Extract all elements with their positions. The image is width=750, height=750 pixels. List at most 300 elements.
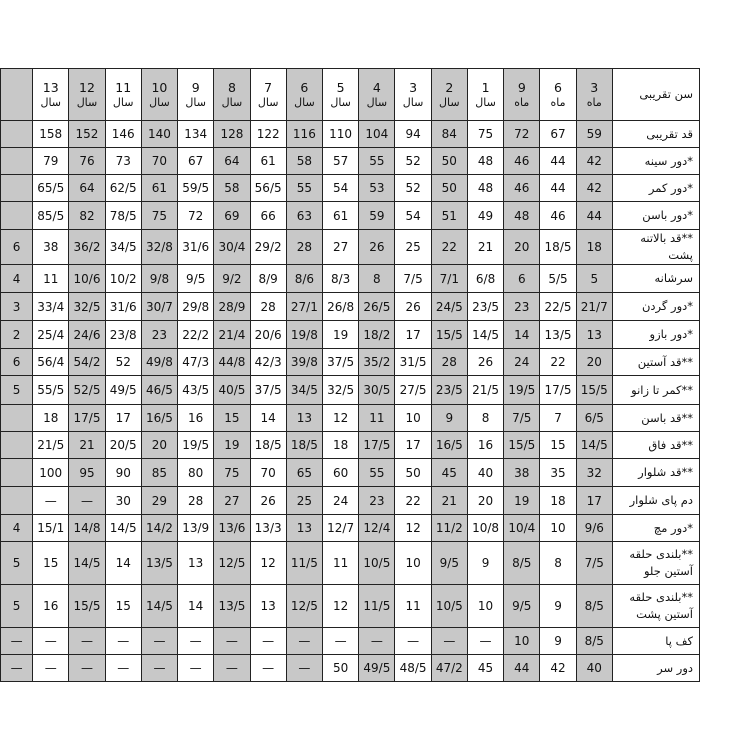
measurement-value: 23/8 bbox=[105, 321, 141, 349]
measurement-value bbox=[1, 175, 33, 202]
age-header-cell bbox=[33, 69, 69, 121]
measurement-value: 31/6 bbox=[105, 293, 141, 321]
measurement-value: 16/5 bbox=[141, 405, 177, 432]
measurement-value bbox=[1, 121, 33, 148]
measurement-value: 24/5 bbox=[431, 293, 467, 321]
measurement-value: 9 bbox=[431, 405, 467, 432]
measurement-value: 67 bbox=[540, 121, 576, 148]
measurement-value: 16/5 bbox=[431, 432, 467, 459]
measurement-value: 26/8 bbox=[323, 293, 359, 321]
measurement-value: 38 bbox=[504, 459, 540, 487]
measurement-value: 116 bbox=[286, 121, 322, 148]
measurement-value: 32/5 bbox=[323, 376, 359, 405]
age-unit: سال bbox=[185, 95, 206, 109]
measurement-value: 32/8 bbox=[141, 230, 177, 265]
measurement-value: 59/5 bbox=[178, 175, 214, 202]
measurement-value: 64 bbox=[214, 148, 250, 175]
measurement-value: 15/5 bbox=[431, 321, 467, 349]
measurement-value bbox=[1, 432, 33, 459]
measurement-value: 72 bbox=[178, 202, 214, 230]
measurement-value: 17 bbox=[105, 405, 141, 432]
measurement-value: 18 bbox=[323, 432, 359, 459]
measurement-value: 12 bbox=[250, 542, 286, 585]
measurement-label: *دور سینه bbox=[612, 148, 699, 175]
age-header-cell bbox=[540, 69, 576, 121]
measurement-value: 19/8 bbox=[286, 321, 322, 349]
age-unit: سال bbox=[40, 95, 62, 109]
measurement-label: **قد باسن bbox=[612, 405, 699, 432]
measurement-value: — bbox=[33, 628, 69, 655]
measurement-value: 47/2 bbox=[431, 655, 467, 682]
measurement-value: 9/2 bbox=[214, 265, 250, 293]
measurement-value: — bbox=[431, 628, 467, 655]
measurement-value: 56/4 bbox=[33, 349, 69, 376]
measurement-value: 13 bbox=[576, 321, 612, 349]
measurement-value: 8/3 bbox=[323, 265, 359, 293]
measurement-value: 26/5 bbox=[359, 293, 395, 321]
age-unit: سال bbox=[439, 95, 460, 109]
measurement-value: 44/8 bbox=[214, 349, 250, 376]
measurement-value: 52/5 bbox=[69, 376, 105, 405]
measurement-value: 32 bbox=[576, 459, 612, 487]
measurement-value: 6/8 bbox=[467, 265, 503, 293]
measurement-value: 21/7 bbox=[576, 293, 612, 321]
measurement-value: 30/4 bbox=[214, 230, 250, 265]
measurement-value: — bbox=[178, 628, 214, 655]
age-unit: ماه bbox=[514, 95, 530, 109]
measurement-value: 20 bbox=[467, 487, 503, 515]
age-header-cell bbox=[504, 69, 540, 121]
measurement-value: 6 bbox=[1, 349, 33, 376]
measurement-label: **قد شلوار bbox=[612, 459, 699, 487]
measurement-value: 28 bbox=[431, 349, 467, 376]
age-header-cell bbox=[286, 69, 322, 121]
measurement-row bbox=[1, 175, 700, 202]
measurement-value: 27/5 bbox=[395, 376, 431, 405]
measurement-value bbox=[1, 459, 33, 487]
measurement-value: 28 bbox=[286, 230, 322, 265]
measurement-value: 15/5 bbox=[504, 432, 540, 459]
measurement-value: 13/5 bbox=[141, 542, 177, 585]
measurement-row bbox=[1, 515, 700, 542]
measurement-value: 59 bbox=[576, 121, 612, 148]
measurement-value: — bbox=[214, 628, 250, 655]
measurement-value: 85 bbox=[141, 459, 177, 487]
measurement-value: 39/8 bbox=[286, 349, 322, 376]
measurement-value: 62/5 bbox=[105, 175, 141, 202]
measurement-value: 7/5 bbox=[395, 265, 431, 293]
measurement-value: — bbox=[1, 655, 33, 682]
measurement-value: 13 bbox=[178, 542, 214, 585]
measurement-value: 33/4 bbox=[33, 293, 69, 321]
measurement-value: 27/1 bbox=[286, 293, 322, 321]
measurement-value: 17 bbox=[395, 432, 431, 459]
measurement-value: 45 bbox=[467, 655, 503, 682]
measurement-value: 55 bbox=[359, 148, 395, 175]
measurement-value: 17 bbox=[395, 321, 431, 349]
measurement-value: 50 bbox=[431, 175, 467, 202]
measurement-value: 18/5 bbox=[250, 432, 286, 459]
age-header-cell bbox=[395, 69, 431, 121]
measurement-value: 21 bbox=[467, 230, 503, 265]
header-row bbox=[1, 69, 700, 121]
measurement-value: 15 bbox=[33, 542, 69, 585]
age-header-cell bbox=[69, 69, 105, 121]
age-number: 2 bbox=[445, 79, 454, 95]
age-unit: سال bbox=[366, 95, 388, 109]
age-number: 9 bbox=[191, 79, 200, 95]
measurement-value: 38 bbox=[33, 230, 69, 265]
measurement-value: 11 bbox=[33, 265, 69, 293]
measurement-value: 9 bbox=[467, 542, 503, 585]
measurement-value: 10/5 bbox=[359, 542, 395, 585]
measurement-value: 28 bbox=[250, 293, 286, 321]
measurement-value: 18/5 bbox=[286, 432, 322, 459]
measurement-value: 11/2 bbox=[431, 515, 467, 542]
measurement-value: 64 bbox=[69, 175, 105, 202]
measurement-value: 51 bbox=[431, 202, 467, 230]
measurement-value: 16 bbox=[33, 585, 69, 628]
measurement-value: 23/5 bbox=[467, 293, 503, 321]
measurement-value: 12 bbox=[395, 515, 431, 542]
age-number: 3 bbox=[590, 79, 599, 95]
measurement-value: 9/5 bbox=[431, 542, 467, 585]
measurement-value: 15/1 bbox=[33, 515, 69, 542]
measurement-value: 55/5 bbox=[33, 376, 69, 405]
measurement-value: 46 bbox=[540, 202, 576, 230]
measurement-value: 37/5 bbox=[250, 376, 286, 405]
measurement-row bbox=[1, 349, 700, 376]
measurement-value: 61 bbox=[141, 175, 177, 202]
age-header-cell bbox=[1, 69, 33, 121]
age-header-cell bbox=[467, 69, 503, 121]
age-number: 13 bbox=[42, 79, 59, 95]
measurement-value: 4 bbox=[1, 265, 33, 293]
age-number: 7 bbox=[264, 79, 273, 95]
measurement-value: 14/5 bbox=[69, 542, 105, 585]
measurement-row bbox=[1, 121, 700, 148]
measurement-label: **قد آستین bbox=[612, 349, 699, 376]
measurement-value: 15/5 bbox=[576, 376, 612, 405]
measurement-value: 26 bbox=[395, 293, 431, 321]
measurement-value: 30/5 bbox=[359, 376, 395, 405]
measurement-value: 46/5 bbox=[141, 376, 177, 405]
measurement-value: 65/5 bbox=[33, 175, 69, 202]
measurement-value: 8/5 bbox=[576, 585, 612, 628]
age-number: 12 bbox=[79, 79, 95, 95]
measurement-value: 35 bbox=[540, 459, 576, 487]
measurement-value: — bbox=[105, 628, 141, 655]
measurement-value: 52 bbox=[105, 349, 141, 376]
measurement-value: 29/8 bbox=[178, 293, 214, 321]
measurement-value: 47/3 bbox=[178, 349, 214, 376]
measurement-value: 24 bbox=[504, 349, 540, 376]
measurement-value: 7 bbox=[540, 405, 576, 432]
measurement-value: 128 bbox=[214, 121, 250, 148]
measurement-value: 158 bbox=[33, 121, 69, 148]
measurement-value bbox=[1, 202, 33, 230]
measurement-value: — bbox=[323, 628, 359, 655]
age-number: 3 bbox=[409, 79, 418, 95]
measurement-value: 10 bbox=[540, 515, 576, 542]
measurement-value: 18 bbox=[540, 487, 576, 515]
measurement-value: 75 bbox=[141, 202, 177, 230]
measurement-value: 12/7 bbox=[323, 515, 359, 542]
measurement-value: 30/7 bbox=[141, 293, 177, 321]
measurement-value: 26 bbox=[359, 230, 395, 265]
measurement-value: 8/9 bbox=[250, 265, 286, 293]
measurement-value: 14 bbox=[250, 405, 286, 432]
age-number: 11 bbox=[115, 79, 132, 95]
measurement-value: 65 bbox=[286, 459, 322, 487]
measurement-value: 14 bbox=[105, 542, 141, 585]
measurement-value: 23 bbox=[359, 487, 395, 515]
measurement-row bbox=[1, 202, 700, 230]
measurement-value: 36/2 bbox=[69, 230, 105, 265]
measurement-value: 20 bbox=[141, 432, 177, 459]
measurement-value: 46 bbox=[504, 148, 540, 175]
age-number: 8 bbox=[227, 79, 236, 95]
measurement-value: 8 bbox=[467, 405, 503, 432]
measurement-value: 7/5 bbox=[504, 405, 540, 432]
measurement-label: دور سر bbox=[612, 655, 699, 682]
measurement-value: 14/2 bbox=[141, 515, 177, 542]
measurement-value: 16 bbox=[178, 405, 214, 432]
measurement-value: 45 bbox=[431, 459, 467, 487]
size-chart-table bbox=[0, 68, 700, 682]
measurement-value: 21/5 bbox=[33, 432, 69, 459]
measurement-value: — bbox=[467, 628, 503, 655]
age-number: 1 bbox=[481, 79, 490, 95]
measurement-value: 58 bbox=[286, 148, 322, 175]
measurement-value: 11 bbox=[395, 585, 431, 628]
measurement-value: 29 bbox=[141, 487, 177, 515]
measurement-label: *دور گردن bbox=[612, 293, 699, 321]
measurement-value: 72 bbox=[504, 121, 540, 148]
measurement-value: 18/2 bbox=[359, 321, 395, 349]
measurement-value: — bbox=[69, 628, 105, 655]
measurement-value: — bbox=[69, 487, 105, 515]
age-unit: سال bbox=[257, 95, 279, 109]
measurement-value: 18/5 bbox=[540, 230, 576, 265]
measurement-value: 100 bbox=[33, 459, 69, 487]
measurement-value: 60 bbox=[323, 459, 359, 487]
measurement-value: 50 bbox=[395, 459, 431, 487]
measurement-label: کف پا bbox=[612, 628, 699, 655]
measurement-value: 146 bbox=[105, 121, 141, 148]
measurement-value: 22/2 bbox=[178, 321, 214, 349]
measurement-value: 12 bbox=[323, 585, 359, 628]
measurement-value: 2 bbox=[1, 321, 33, 349]
measurement-value: 12/4 bbox=[359, 515, 395, 542]
measurement-value: 24 bbox=[323, 487, 359, 515]
age-unit: سال bbox=[294, 95, 315, 109]
measurement-value: — bbox=[33, 487, 69, 515]
measurement-value: 14/5 bbox=[141, 585, 177, 628]
measurement-value: 19 bbox=[504, 487, 540, 515]
measurement-value: 79 bbox=[33, 148, 69, 175]
measurement-value: 23/5 bbox=[431, 376, 467, 405]
measurement-value: 49/8 bbox=[141, 349, 177, 376]
measurement-value: 10 bbox=[467, 585, 503, 628]
measurement-value: — bbox=[69, 655, 105, 682]
measurement-value: 44 bbox=[576, 202, 612, 230]
measurement-value: 73 bbox=[105, 148, 141, 175]
measurement-value bbox=[1, 148, 33, 175]
measurement-value: 34/5 bbox=[286, 376, 322, 405]
measurement-value: 48/5 bbox=[395, 655, 431, 682]
measurement-value: — bbox=[178, 655, 214, 682]
measurement-label: سرشانه bbox=[612, 265, 699, 293]
measurement-value: 84 bbox=[431, 121, 467, 148]
measurement-value: 76 bbox=[69, 148, 105, 175]
measurement-value: 48 bbox=[467, 148, 503, 175]
age-header-cell bbox=[105, 69, 141, 121]
measurement-value: — bbox=[141, 655, 177, 682]
measurement-value: 14/5 bbox=[467, 321, 503, 349]
measurement-row bbox=[1, 585, 700, 628]
measurement-value: 20 bbox=[576, 349, 612, 376]
measurement-value: 122 bbox=[250, 121, 286, 148]
age-unit: سال bbox=[112, 95, 134, 109]
measurement-value: 49/5 bbox=[359, 655, 395, 682]
measurement-value: 40/5 bbox=[214, 376, 250, 405]
age-number: 4 bbox=[372, 79, 381, 95]
measurement-value: 19 bbox=[323, 321, 359, 349]
measurement-value: 22/5 bbox=[540, 293, 576, 321]
measurement-value: 11 bbox=[359, 405, 395, 432]
measurement-value: 29/2 bbox=[250, 230, 286, 265]
age-header-cell bbox=[141, 69, 177, 121]
measurement-value: 22 bbox=[540, 349, 576, 376]
measurement-value: 14/5 bbox=[576, 432, 612, 459]
measurement-value: 28 bbox=[178, 487, 214, 515]
measurement-value: 54 bbox=[395, 202, 431, 230]
measurement-value: 58 bbox=[214, 175, 250, 202]
measurement-value: — bbox=[1, 628, 33, 655]
measurement-value: 23 bbox=[504, 293, 540, 321]
measurement-value: 53 bbox=[359, 175, 395, 202]
measurement-value: 50 bbox=[431, 148, 467, 175]
measurement-value: 10/6 bbox=[69, 265, 105, 293]
measurement-value: 70 bbox=[141, 148, 177, 175]
measurement-value: 134 bbox=[178, 121, 214, 148]
age-number: 10 bbox=[151, 79, 168, 95]
measurement-value: — bbox=[286, 628, 322, 655]
age-unit: سال bbox=[330, 95, 351, 109]
measurement-value: 10/8 bbox=[467, 515, 503, 542]
measurement-value: 57 bbox=[323, 148, 359, 175]
measurement-row bbox=[1, 265, 700, 293]
measurement-value: — bbox=[250, 628, 286, 655]
age-unit: سال bbox=[149, 95, 170, 109]
measurement-value: — bbox=[359, 628, 395, 655]
measurement-value: 3 bbox=[1, 293, 33, 321]
measurement-value: 95 bbox=[69, 459, 105, 487]
measurement-value: 5/5 bbox=[540, 265, 576, 293]
measurement-value: 15 bbox=[105, 585, 141, 628]
measurement-value: 9/6 bbox=[576, 515, 612, 542]
measurement-value: 13 bbox=[286, 515, 322, 542]
measurement-value: 14/8 bbox=[69, 515, 105, 542]
measurement-value: 22 bbox=[395, 487, 431, 515]
measurement-value: 34/5 bbox=[105, 230, 141, 265]
measurement-value: 12/5 bbox=[214, 542, 250, 585]
measurement-row bbox=[1, 655, 700, 682]
measurement-value: 13/5 bbox=[214, 585, 250, 628]
measurement-value: 11 bbox=[323, 542, 359, 585]
measurement-value: 25/4 bbox=[33, 321, 69, 349]
measurement-value: — bbox=[105, 655, 141, 682]
age-number: 6 bbox=[554, 79, 562, 95]
age-unit: ماه bbox=[586, 95, 602, 109]
measurement-value: 61 bbox=[323, 202, 359, 230]
measurement-value: 54/2 bbox=[69, 349, 105, 376]
measurement-value: 27 bbox=[214, 487, 250, 515]
measurement-value: 11/5 bbox=[286, 542, 322, 585]
measurement-row bbox=[1, 321, 700, 349]
measurement-value: 50 bbox=[323, 655, 359, 682]
measurement-value: 15/5 bbox=[69, 585, 105, 628]
measurement-label: **بلندی حلقه آستین جلو bbox=[612, 542, 699, 585]
measurement-value: 17 bbox=[576, 487, 612, 515]
age-header-cell bbox=[250, 69, 286, 121]
measurement-value: 8 bbox=[540, 542, 576, 585]
measurement-row bbox=[1, 230, 700, 265]
measurement-value: 17/5 bbox=[540, 376, 576, 405]
measurement-value: 61 bbox=[250, 148, 286, 175]
age-unit: سال bbox=[402, 95, 424, 109]
measurement-value: 15 bbox=[540, 432, 576, 459]
measurement-value: 18 bbox=[576, 230, 612, 265]
age-header-cell bbox=[178, 69, 214, 121]
measurement-label: *دور کمر bbox=[612, 175, 699, 202]
measurement-label: *دور بازو bbox=[612, 321, 699, 349]
measurement-value: 24/6 bbox=[69, 321, 105, 349]
measurement-value: 20 bbox=[504, 230, 540, 265]
measurement-value: 78/5 bbox=[105, 202, 141, 230]
measurement-value: 75 bbox=[467, 121, 503, 148]
measurement-value: 12/5 bbox=[286, 585, 322, 628]
measurement-row bbox=[1, 376, 700, 405]
measurement-value: 54 bbox=[323, 175, 359, 202]
measurement-row bbox=[1, 293, 700, 321]
measurement-value: 10/4 bbox=[504, 515, 540, 542]
measurement-value: 25 bbox=[286, 487, 322, 515]
measurement-value: 18 bbox=[33, 405, 69, 432]
measurement-label: **قد فاق bbox=[612, 432, 699, 459]
measurement-value: 21/4 bbox=[214, 321, 250, 349]
measurement-value: 42 bbox=[576, 148, 612, 175]
header-label: سن تقریبی bbox=[612, 69, 699, 121]
age-number: 9 bbox=[517, 79, 526, 95]
age-unit: سال bbox=[475, 95, 496, 109]
measurement-value: 40 bbox=[467, 459, 503, 487]
measurement-value: 10/2 bbox=[105, 265, 141, 293]
measurement-value: 11/5 bbox=[359, 585, 395, 628]
measurement-value: 152 bbox=[69, 121, 105, 148]
age-unit: سال bbox=[221, 95, 243, 109]
measurement-value: 63 bbox=[286, 202, 322, 230]
measurement-value: 22 bbox=[431, 230, 467, 265]
measurement-value: 13/5 bbox=[540, 321, 576, 349]
measurement-value: 10 bbox=[504, 628, 540, 655]
measurement-value: 82 bbox=[69, 202, 105, 230]
measurement-value: 19/5 bbox=[504, 376, 540, 405]
measurement-value: 16 bbox=[467, 432, 503, 459]
measurement-value: 55 bbox=[359, 459, 395, 487]
measurement-value: 9/8 bbox=[141, 265, 177, 293]
